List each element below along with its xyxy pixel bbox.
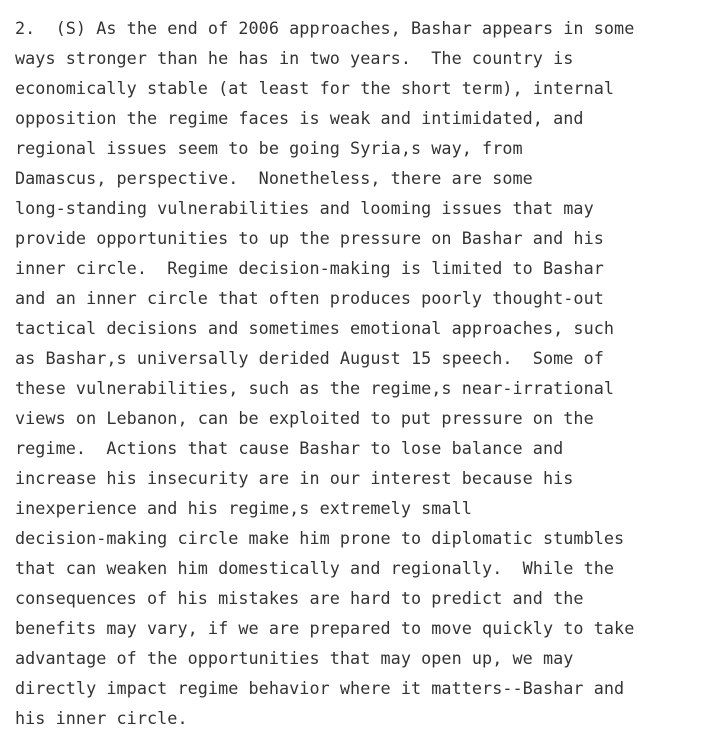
text-line: his inner circle. xyxy=(15,708,188,728)
text-line: benefits may vary, if we are prepared to move quickly to take xyxy=(15,618,635,638)
text-line: decision-making circle make him prone to diplomatic stumbles xyxy=(15,528,625,548)
text-line: economically stable (at least for the short term), internal xyxy=(15,78,615,98)
text-line: regional issues seem to be going Syria,s way, from xyxy=(15,138,523,158)
text-line: increase his insecurity are in our interest because his xyxy=(15,468,574,488)
text-line: ways stronger than he has in two years. The country is xyxy=(15,48,574,68)
text-line: views on Lebanon, can be exploited to put pressure on the xyxy=(15,408,594,428)
text-line: inexperience and his regime,s extremely small xyxy=(15,498,472,518)
text-line: inner circle. Regime decision-making is limited to Bashar xyxy=(15,258,604,278)
text-line: advantage of the opportunities that may open up, we may xyxy=(15,648,574,668)
cable-paragraph xyxy=(15,13,634,733)
text-line: 2. (S) As the end of 2006 approaches, Bashar appears in some xyxy=(15,18,635,38)
text-line: consequences of his mistakes are hard to predict and the xyxy=(15,588,584,608)
text-line: Damascus, perspective. Nonetheless, there are some xyxy=(15,168,533,188)
text-line: tactical decisions and sometimes emotional approaches, such xyxy=(15,318,615,338)
text-line: provide opportunities to up the pressure on Bashar and his xyxy=(15,228,604,248)
text-line: directly impact regime behavior where it matters--Bashar and xyxy=(15,678,625,698)
text-line: and an inner circle that often produces poorly thought-out xyxy=(15,288,604,308)
text-line: regime. Actions that cause Bashar to lose balance and xyxy=(15,438,564,458)
text-line: long-standing vulnerabilities and looming issues that may xyxy=(15,198,594,218)
text-line: as Bashar,s universally derided August 15 speech. Some of xyxy=(15,348,604,368)
text-line: opposition the regime faces is weak and intimidated, and xyxy=(15,108,584,128)
text-line: that can weaken him domestically and regionally. While the xyxy=(15,558,615,578)
text-line: these vulnerabilities, such as the regime,s near-irrational xyxy=(15,378,615,398)
